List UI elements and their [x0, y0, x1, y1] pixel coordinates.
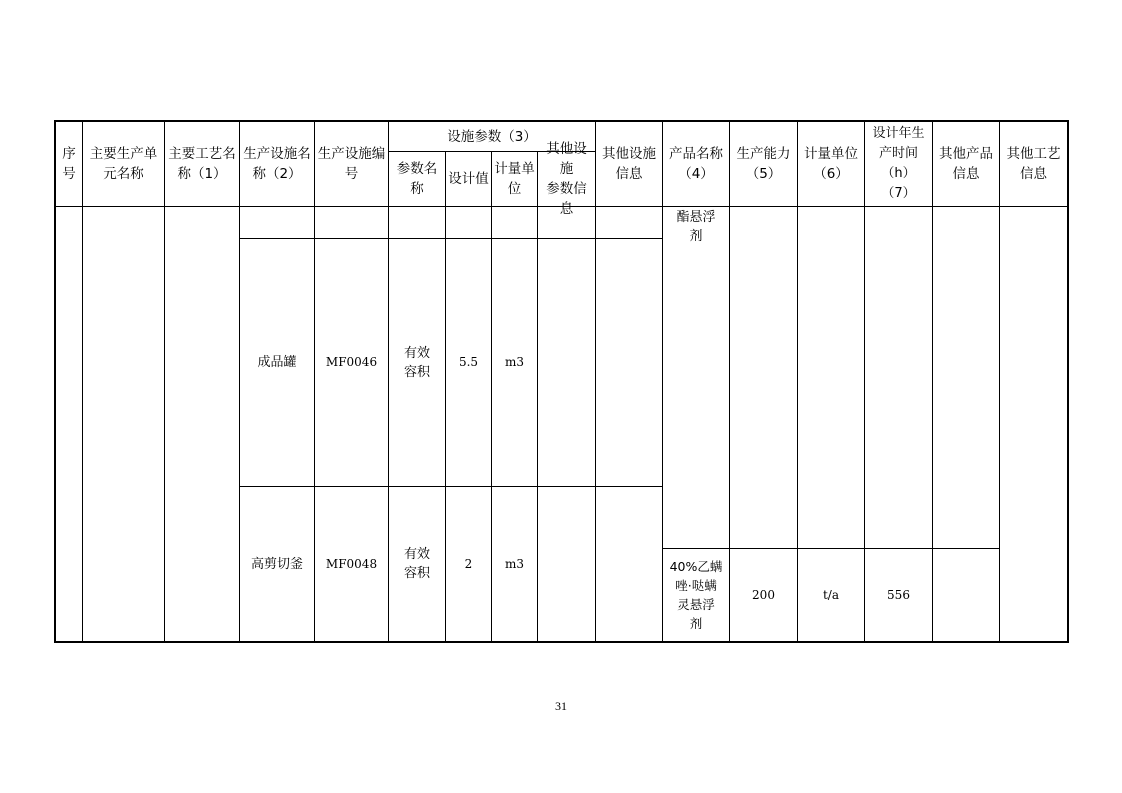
product-name: 40%乙螨 唑·哒螨 灵悬浮 剂 — [669, 559, 723, 631]
product-capacity: 200 — [752, 587, 775, 602]
header-capacity: 生产能力 （5） — [736, 146, 791, 182]
row1-measure-unit: m3 — [504, 355, 524, 369]
header-facility-no: 生产设施编 号 — [317, 146, 386, 182]
header-param-name: 参数名称 — [396, 161, 438, 197]
col-sep — [537, 151, 538, 642]
row1-design-value: 5.5 — [458, 355, 479, 369]
header-design-time: 设计年生 产时间（h） （7） — [872, 126, 925, 201]
row-sep — [239, 486, 663, 487]
header-capacity-unit: 计量单位 （6） — [804, 146, 858, 182]
header-measure-unit: 计量单 位 — [494, 161, 535, 197]
page-number: 31 — [555, 699, 567, 713]
header-facility-name: 生产设施名 称（2） — [243, 146, 311, 182]
product-design-time: 556 — [887, 587, 910, 602]
header-other-product: 其他产品 信息 — [939, 146, 993, 182]
header-product-name: 产品名称 （4） — [669, 146, 723, 182]
row2-facility-no: MF0048 — [325, 556, 378, 571]
product-name-carryover: 酯悬浮 剂 — [676, 210, 716, 244]
row2-facility-name: 高剪切釜 — [250, 556, 303, 572]
table-border-bottom — [54, 641, 1069, 643]
row2-design-value: 2 — [464, 556, 473, 571]
header-other-param: 其他设施 参数信息 — [546, 141, 587, 217]
header-process: 主要工艺名 称（1） — [168, 146, 236, 182]
header-params-group: 设施参数（3） — [447, 128, 537, 145]
product-capacity-unit: t/a — [822, 587, 840, 602]
header-seq: 序 号 — [62, 146, 76, 182]
row1-facility-no: MF0046 — [325, 355, 378, 369]
row2-param-name: 有效 容积 — [403, 547, 430, 581]
row1-param-name: 有效 容积 — [403, 345, 430, 380]
header-unit: 主要生产单 元名称 — [89, 146, 158, 182]
row2-measure-unit: m3 — [504, 556, 524, 571]
header-other-facility: 其他设施 信息 — [602, 146, 656, 182]
header-design-value: 设计值 — [448, 171, 489, 187]
table-border-right — [1067, 120, 1069, 643]
row1-facility-name: 成品罐 — [257, 355, 297, 370]
header-other-process: 其他工艺 信息 — [1006, 146, 1061, 182]
